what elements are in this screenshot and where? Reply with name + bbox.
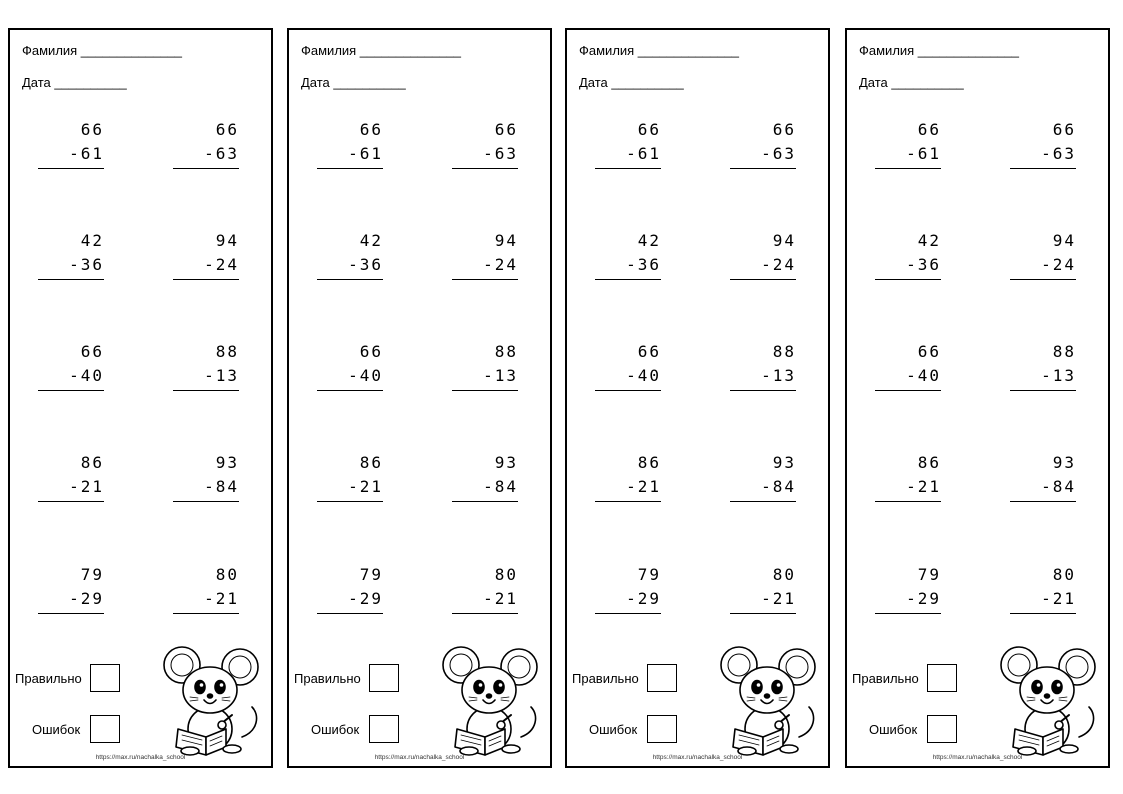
minuend: 94 [494, 231, 518, 250]
subtraction-problem [38, 229, 104, 280]
worksheet-card [287, 28, 552, 768]
answer-line[interactable] [730, 279, 796, 280]
subtrahend: -21 [626, 477, 661, 496]
correct-count-box[interactable] [369, 664, 399, 692]
answer-line[interactable] [38, 168, 104, 169]
minuend: 88 [215, 342, 239, 361]
answer-line[interactable] [730, 501, 796, 502]
errors-count-label: Ошибок [32, 722, 81, 737]
answer-line[interactable] [317, 279, 383, 280]
answer-line[interactable] [595, 390, 661, 391]
correct-count-label: Правильно [15, 671, 82, 686]
subtrahend: -21 [69, 477, 104, 496]
subtraction-problem [173, 563, 239, 614]
minuend: 66 [359, 120, 383, 139]
correct-count-box[interactable] [927, 664, 957, 692]
answer-line[interactable] [595, 279, 661, 280]
minuend: 80 [772, 565, 796, 584]
subtrahend: -13 [761, 366, 796, 385]
answer-line[interactable] [317, 168, 383, 169]
minuend: 66 [1052, 120, 1076, 139]
subtraction-problem [173, 451, 239, 502]
subtrahend: -29 [69, 589, 104, 608]
errors-count-label: Ошибок [311, 722, 360, 737]
minuend: 42 [80, 231, 104, 250]
subtraction-problem [875, 118, 941, 169]
errors-count-box[interactable] [90, 715, 120, 743]
minuend: 66 [917, 342, 941, 361]
answer-line[interactable] [875, 613, 941, 614]
answer-line[interactable] [1010, 613, 1076, 614]
source-url: https://max.ru/nachalka_school [932, 754, 1023, 761]
subtraction-problem [1010, 563, 1076, 614]
subtraction-problem [317, 229, 383, 280]
subtrahend: -36 [69, 255, 104, 274]
answer-line[interactable] [317, 613, 383, 614]
minuend: 94 [1052, 231, 1076, 250]
answer-line[interactable] [595, 168, 661, 169]
subtraction-problem [173, 340, 239, 391]
subtrahend: -21 [1041, 589, 1076, 608]
errors-count-label: Ошибок [869, 722, 918, 737]
minuend: 86 [917, 453, 941, 472]
correct-count-label: Правильно [852, 671, 919, 686]
subtraction-problem [595, 229, 661, 280]
errors-count-label: Ошибок [589, 722, 638, 737]
minuend: 93 [772, 453, 796, 472]
subtrahend: -29 [348, 589, 383, 608]
answer-line[interactable] [317, 390, 383, 391]
minuend: 88 [1052, 342, 1076, 361]
date-field-label: Дата __________ [301, 75, 406, 90]
errors-count-box[interactable] [927, 715, 957, 743]
answer-line[interactable] [730, 613, 796, 614]
subtrahend: -24 [204, 255, 239, 274]
subtrahend: -63 [483, 144, 518, 163]
subtraction-problem [595, 340, 661, 391]
minuend: 42 [359, 231, 383, 250]
minuend: 86 [359, 453, 383, 472]
subtrahend: -24 [483, 255, 518, 274]
minuend: 66 [637, 342, 661, 361]
subtrahend: -21 [906, 477, 941, 496]
subtrahend: -13 [204, 366, 239, 385]
answer-line[interactable] [875, 279, 941, 280]
minuend: 93 [494, 453, 518, 472]
errors-count-box[interactable] [647, 715, 677, 743]
subtraction-problem [730, 340, 796, 391]
subtrahend: -36 [906, 255, 941, 274]
subtrahend: -29 [626, 589, 661, 608]
subtrahend: -40 [626, 366, 661, 385]
minuend: 66 [637, 120, 661, 139]
answer-line[interactable] [452, 279, 518, 280]
source-url: https://max.ru/nachalka_school [95, 754, 186, 761]
minuend: 79 [359, 565, 383, 584]
answer-line[interactable] [730, 390, 796, 391]
subtraction-problem [38, 118, 104, 169]
minuend: 94 [215, 231, 239, 250]
mouse-reading-book-icon [439, 645, 544, 757]
subtraction-problem [317, 563, 383, 614]
answer-line[interactable] [38, 279, 104, 280]
minuend: 88 [494, 342, 518, 361]
subtrahend: -36 [626, 255, 661, 274]
subtraction-problem [875, 340, 941, 391]
answer-line[interactable] [38, 613, 104, 614]
date-field-label: Дата __________ [859, 75, 964, 90]
subtrahend: -40 [906, 366, 941, 385]
answer-line[interactable] [317, 501, 383, 502]
subtraction-problem [317, 451, 383, 502]
answer-line[interactable] [875, 390, 941, 391]
minuend: 80 [1052, 565, 1076, 584]
minuend: 80 [215, 565, 239, 584]
subtraction-problem [730, 229, 796, 280]
subtrahend: -29 [906, 589, 941, 608]
answer-line[interactable] [595, 501, 661, 502]
minuend: 79 [80, 565, 104, 584]
subtraction-problem [1010, 118, 1076, 169]
subtraction-problem [38, 451, 104, 502]
answer-line[interactable] [173, 279, 239, 280]
subtraction-problem [452, 118, 518, 169]
answer-line[interactable] [452, 613, 518, 614]
subtraction-problem [317, 340, 383, 391]
answer-line[interactable] [1010, 279, 1076, 280]
subtraction-problem [173, 118, 239, 169]
surname-field-label: Фамилия ______________ [579, 43, 740, 58]
subtrahend: -24 [1041, 255, 1076, 274]
subtraction-problem [1010, 229, 1076, 280]
subtrahend: -21 [348, 477, 383, 496]
subtraction-problem [1010, 451, 1076, 502]
subtrahend: -21 [204, 589, 239, 608]
answer-line[interactable] [730, 168, 796, 169]
minuend: 66 [80, 120, 104, 139]
correct-count-box[interactable] [90, 664, 120, 692]
mouse-reading-book-icon [160, 645, 265, 757]
answer-line[interactable] [38, 501, 104, 502]
mouse-reading-book-icon [997, 645, 1102, 757]
subtraction-problem [38, 563, 104, 614]
answer-line[interactable] [452, 501, 518, 502]
subtrahend: -84 [1041, 477, 1076, 496]
answer-line[interactable] [595, 613, 661, 614]
answer-line[interactable] [173, 501, 239, 502]
correct-count-label: Правильно [294, 671, 361, 686]
worksheet-card [845, 28, 1110, 768]
source-url: https://max.ru/nachalka_school [374, 754, 465, 761]
minuend: 66 [772, 120, 796, 139]
minuend: 66 [917, 120, 941, 139]
subtraction-problem [730, 451, 796, 502]
surname-field-label: Фамилия ______________ [301, 43, 462, 58]
subtrahend: -40 [348, 366, 383, 385]
surname-field-label: Фамилия ______________ [22, 43, 183, 58]
subtrahend: -84 [204, 477, 239, 496]
subtraction-problem [173, 229, 239, 280]
subtrahend: -61 [348, 144, 383, 163]
minuend: 66 [359, 342, 383, 361]
answer-line[interactable] [173, 390, 239, 391]
subtraction-problem [875, 229, 941, 280]
subtraction-problem [452, 563, 518, 614]
subtraction-problem [38, 340, 104, 391]
subtraction-problem [452, 451, 518, 502]
subtraction-problem [1010, 340, 1076, 391]
minuend: 80 [494, 565, 518, 584]
subtrahend: -63 [204, 144, 239, 163]
worksheet-card [565, 28, 830, 768]
subtraction-problem [875, 451, 941, 502]
minuend: 94 [772, 231, 796, 250]
minuend: 93 [1052, 453, 1076, 472]
minuend: 42 [917, 231, 941, 250]
subtraction-problem [317, 118, 383, 169]
date-field-label: Дата __________ [22, 75, 127, 90]
answer-line[interactable] [875, 168, 941, 169]
answer-line[interactable] [1010, 501, 1076, 502]
answer-line[interactable] [452, 390, 518, 391]
minuend: 86 [80, 453, 104, 472]
answer-line[interactable] [38, 390, 104, 391]
minuend: 79 [917, 565, 941, 584]
subtrahend: -36 [348, 255, 383, 274]
answer-line[interactable] [452, 168, 518, 169]
minuend: 66 [80, 342, 104, 361]
subtrahend: -21 [761, 589, 796, 608]
minuend: 79 [637, 565, 661, 584]
subtrahend: -63 [761, 144, 796, 163]
subtrahend: -63 [1041, 144, 1076, 163]
subtrahend: -61 [906, 144, 941, 163]
minuend: 93 [215, 453, 239, 472]
minuend: 86 [637, 453, 661, 472]
subtraction-problem [730, 118, 796, 169]
subtraction-problem [595, 451, 661, 502]
minuend: 88 [772, 342, 796, 361]
subtrahend: -13 [1041, 366, 1076, 385]
subtraction-problem [595, 118, 661, 169]
surname-field-label: Фамилия ______________ [859, 43, 1020, 58]
answer-line[interactable] [1010, 168, 1076, 169]
subtrahend: -40 [69, 366, 104, 385]
answer-line[interactable] [875, 501, 941, 502]
subtrahend: -84 [761, 477, 796, 496]
subtraction-problem [452, 229, 518, 280]
subtrahend: -21 [483, 589, 518, 608]
subtrahend: -61 [69, 144, 104, 163]
subtrahend: -24 [761, 255, 796, 274]
answer-line[interactable] [173, 613, 239, 614]
subtrahend: -84 [483, 477, 518, 496]
subtraction-problem [875, 563, 941, 614]
answer-line[interactable] [173, 168, 239, 169]
correct-count-box[interactable] [647, 664, 677, 692]
subtrahend: -13 [483, 366, 518, 385]
subtrahend: -61 [626, 144, 661, 163]
correct-count-label: Правильно [572, 671, 639, 686]
minuend: 42 [637, 231, 661, 250]
errors-count-box[interactable] [369, 715, 399, 743]
mouse-reading-book-icon [717, 645, 822, 757]
source-url: https://max.ru/nachalka_school [652, 754, 743, 761]
date-field-label: Дата __________ [579, 75, 684, 90]
subtraction-problem [730, 563, 796, 614]
worksheet-card [8, 28, 273, 768]
answer-line[interactable] [1010, 390, 1076, 391]
subtraction-problem [452, 340, 518, 391]
minuend: 66 [215, 120, 239, 139]
minuend: 66 [494, 120, 518, 139]
subtraction-problem [595, 563, 661, 614]
